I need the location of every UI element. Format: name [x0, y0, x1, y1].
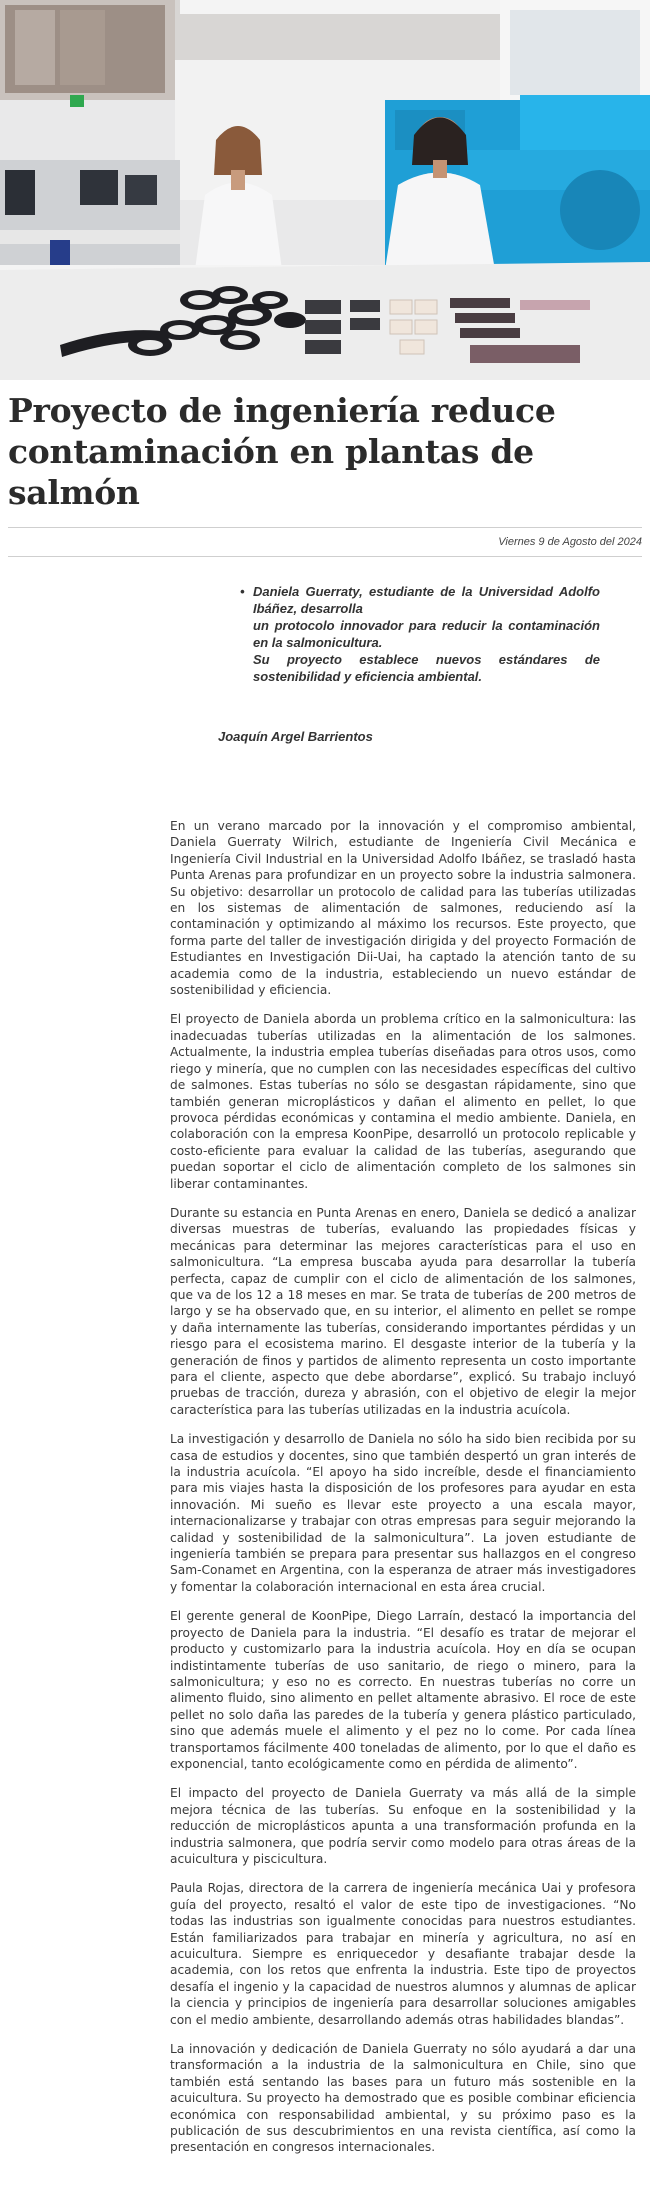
body-paragraph: El proyecto de Daniela aborda un problema crítico en la salmonicultura: las inadecuadas tuberías utilizadas en la alimentación de los salmones. Actualmente, la industria emplea tuberías diseñadas para otros usos, como riego y minería, que no cumplen con las necesidades específicas del cultivo de salmones. Estas tuberías no sólo se desgastan rápidamente, sino que también generan microplásticos y dañan el alimento en pellet, lo que provoca pérdidas económicas y contamina el medio ambiente. Daniela, en colaboración con la empresa KoonPipe, desarrolló un protocolo replicable y costo-eficiente para evaluar la calidad de las tuberías, asegurando que puedan soportar el ciclo de alimentación completo de los salmones sin liberar contaminantes.: [170, 1012, 636, 1191]
body-paragraph: En un verano marcado por la innovación y el compromiso ambiental, Daniela Guerraty Wilrich, estudiante de Ingeniería Civil Mecánica e Ingeniería Civil Industrial en la Universidad Adolfo Ibáñez, se trasladó hasta Punta Arenas para profundizar en un proyecto sobre la industria salmonera. Su objetivo: desarrollar un protocolo de calidad para las tuberías utilizadas en los sistemas de alimentación de salmones, reduciendo así la contaminación y optimizando al máximo los recursos. Este proyecto, que forma parte del taller de investigación dirigida y del proyecto Formación de Estudiantes en Investigación Dii-Uai, ha captado la atención tanto de su academia como de la industria, estableciendo un nuevo estándar de sostenibilidad y eficiencia.: [170, 819, 636, 998]
highlight-item: [240, 583, 600, 685]
body-paragraph: La innovación y dedicación de Daniela Guerraty no sólo ayudará a dar una transformación a la industria de la salmonicultura en Chile, sino que también está sentando las bases para un futuro más sostenible en la acuicultura. Su proyecto ha demostrado que es posible combinar eficiencia económica con responsabilidad ambiental, y su próximo paso es la publicación de sus descubrimientos en una revista científica, así como la presentación en congresos internacionales.: [170, 2042, 636, 2155]
body-paragraph: El gerente general de KoonPipe, Diego Larraín, destacó la importancia del proyecto de Daniela para la industria. “El desafío es tratar de mejorar el producto y customizarlo para la industria acuícola. Hoy en día se ocupan indistintamente tuberías de uso sanitario, de riego o minero, para la salmonicultura; y eso no es correcto. En nuestras tuberías no corre un alimento fluido, sino alimento en pellet altamente abrasivo. El roce de este pellet no solo daña las paredes de la tubería y genera plástico particulado, sino que además muele el alimento y el pez no lo come. Por cada línea transportamos fácilmente 400 toneladas de alimento, por lo que el daño es exponencial, tanto ecológicamente como en pérdida de alimento”.: [170, 1609, 636, 1771]
hero-photo: [0, 0, 650, 380]
highlight-line-1: Daniela Guerraty, estudiante de la Universidad Adolfo Ibáñez, desarrolla: [253, 584, 600, 616]
publish-date: Viernes 9 de Agosto del 2024: [498, 536, 642, 548]
highlight-line-3: Su proyecto establece nuevos estándares de sostenibilidad y eficiencia ambiental.: [253, 652, 600, 684]
body-paragraph: La investigación y desarrollo de Daniela no sólo ha sido bien recibida por su casa de estudios y docentes, sino que también despertó un gran interés de la industria acuícola. “El apoyo ha sido increíble, desde el financiamiento para mis viajes hasta la disposición de los profesores para ayudar en esta innovación. Mi sueño es llevar este proyecto a una escala mayor, internacionalizarse y trabajar con otras empresas para seguir mejorando la calidad y sostenibilidad de la salmonicultura”. La joven estudiante de ingeniería también se prepara para presentar sus hallazgos en el congreso Sam-Conamet en Argentina, con la esperanza de atraer más investigadores y fomentar la colaboración internacional en esta área crucial.: [170, 1432, 636, 1594]
body-paragraph: Durante su estancia en Punta Arenas en enero, Daniela se dedicó a analizar diversas muestras de tuberías, evaluando las propiedades físicas y mecánicas para determinar las mejores características para el uso en salmonicultura. “La empresa buscaba ayuda para desarrollar la tubería perfecta, capaz de cumplir con el ciclo de alimentación de los salmones, que va de los 12 a 18 meses en mar. Se trata de tuberías de 200 metros de largo y se ha observado que, en su interior, el alimento en pellet se rompe y daña internamente las tuberías, considerando importantes pérdidas y un riesgo para el ecosistema marino. El desgaste interior de la tubería y la generación de finos y partidos de alimento representa un costo importante para el cliente, aspecto que debe abordarse”, explicó. Su trabajo incluyó pruebas de tracción, dureza y abrasión, con el objetivo de elegir la mejor característica para las tuberías utilizadas en la industria acuícola.: [170, 1205, 636, 1417]
highlight-line-2: un protocolo innovador para reducir la contaminación en la salmonicultura.: [253, 618, 600, 650]
body-paragraph: Paula Rojas, directora de la carrera de ingeniería mecánica Uai y profesora guía del proyecto, resaltó el valor de este tipo de investigaciones. “No todas las industrias son igualmente conocidas para nuestros estudiantes. Están familiarizados para trabajar en minería y agricultura, no así en acuicultura. Siempre es enriquecedor y desafiante trabajar desde la academia, con los retos que enfrenta la industria. Este tipo de proyectos desafía el ingenio y la capacidad de nuestros alumnos y alumnas de aplicar la ciencia y principios de ingeniería para desarrollar soluciones amigables con el medio ambiente, desarrollando además otras habilidades blandas”.: [170, 1881, 636, 2027]
bullet-icon: •: [240, 584, 245, 599]
author-byline: Joaquín Argel Barrientos: [218, 729, 373, 744]
date-bar: [8, 527, 642, 557]
article-title: Proyecto de ingeniería reduce contaminación en plantas de salmón: [8, 391, 556, 512]
highlights-list: [240, 583, 600, 685]
article-body: [170, 818, 636, 2156]
body-paragraph: El impacto del proyecto de Daniela Guerraty va más allá de la simple mejora técnica de las tuberías. Su enfoque en la sostenibilidad y la reducción de microplásticos apunta a una transformación profunda en la industria salmonera, que podría servir como modelo para otras áreas de la acuicultura y piscicultura.: [170, 1786, 636, 1866]
lab-photo-illustration: [0, 0, 650, 380]
